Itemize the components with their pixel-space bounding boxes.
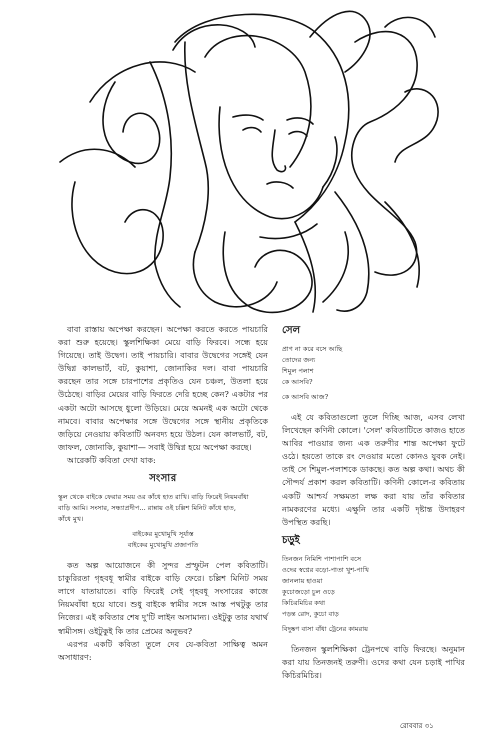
paragraph: এরপর একটি কবিতা তুলে দেব যে-কবিতা সাক্ষিত্ব অমন অসাধারণ:: [58, 638, 268, 662]
poem-line: বাইকের মুখোমুখি প্রজাপতি: [127, 541, 199, 550]
poem-line: বিদুষ্কণ বাসা বাঁধা ট্রেনের কামরায়: [282, 624, 369, 633]
poem-line: প্রাণ না করে বসে আছি: [282, 345, 343, 353]
poem-line: কে আসবি?: [282, 378, 313, 386]
poem-line: জানলায় হাওয়া: [282, 576, 323, 585]
page-footer: রোববার ৩১: [400, 722, 434, 730]
poem-line: পড়ন্ত রোদ, কুচো বাড়: [282, 609, 339, 618]
paragraph: আরেকটি কবিতা দেখা যাক:: [67, 454, 156, 465]
poem-line: বাড়ি আমি। সংসার, সন্ধ্যাপ্রদীপ... রান্নায় ওই চল্লিশ মিনিট কাঁধে হাত,: [58, 504, 236, 513]
paragraph: তিনজন স্কুলশিক্ষিকা ট্রেনপথে বাড়ি ফিরছে। অনুমান করা যায় তিনজনই তরুণী। ওদের কথা যেন চড়াই পাখির কিচিরমিচির।: [282, 643, 465, 681]
poem-line: কাঁধে মুখ।: [58, 515, 84, 524]
left-column: [58, 323, 268, 664]
line-art-face-icon: [55, 2, 455, 320]
poem-line: তিনজন নিমিশি পাশাপাশি বসে: [282, 554, 362, 563]
poem-title: সংসার: [149, 473, 177, 485]
poem-title: চড়ুই: [282, 534, 300, 546]
poem-line: ওদের স্বপ্নের বড়ো-পাতা খুশ-পাখি: [282, 565, 369, 574]
paragraph: কত অল্প আয়োজনে কী সুন্দর প্রস্ফুটন পেল কবিতাটি। চাকুরিরতা গৃহবধূ স্বামীর বাইকে বাড়ি ফেরে। চল্লিশ মিনিট সময় লাগে যাতায়াতে। বাড়ি ফিরেই সেই গৃহবধূ সংসারের কাজে নিয়মবাঁধা হয়ে যাবে। শুধু বাইকে স্বামীর সঙ্গে আস্ত পথটুকু তার নিজের। এই কবিতার শেষ দু'টি লাইন অসামান্য। ওইটুকু তার যথার্থ স্বামীসঙ্গ। ওইটুকুই কি তার প্রেমের অনুভব?: [58, 560, 268, 636]
paragraph: এই যে কবিতাগুলো তুলে দিচ্ছি আজ, এসব লেখা লিখেছেন কণিনী কোলে। 'সেল' কবিতাটিতে কাজও হাতে আবির পাওয়ার জন্য এক তরুণীর শান্ত অপেক্ষা ফুটে ওঠে। হয়তো তাকে রং দেওয়ার মতো কোনও যুবক নেই। তাই সে শিমুল-পলাশকে ডাকছে। কত অল্প কথা। অথচ কী সৌন্দর্য প্রকাশ করল কবিতাটি। কণিনী কোলে-র কবিতায় একটি আশ্চর্য সক্ষমতা লক্ষ করা যায় তাঁর কবিতার নামকরণের মধ্যে। এক্ষুনি তার একটি দৃষ্টান্ত উদাহরণ উপস্থিত করছি।: [282, 412, 465, 527]
poem-line: শিমুল পলাশ: [282, 367, 314, 375]
poem-title: সেল: [282, 325, 301, 336]
poem-line: কুচোজড়ো চুল ওড়ে: [282, 587, 335, 596]
poem-line: বাইকের মুখোমুখি সূর্যাস্ত: [132, 530, 194, 539]
paragraph: বাবা রাস্তায় অপেক্ষা করছেন। অপেক্ষা করতে করতে পায়চারি করা শুরু হয়েছে। স্কুলশিক্ষিকা মেয়ে বাড়ি ফিরবে। সন্ধে হয়ে গিয়েছে। তাই উদ্বেগ। তাই পায়চারি। বাবার উদ্বেগের সঙ্গেই যেন উদ্বিগ্ন কালভার্ট, বট, কুয়াশা, জোনাকির দল। বাবা পায়চারি করছেন তার সঙ্গে চারপাশের প্রকৃতিও যেন চঞ্চল, উতলা হয়ে উঠেছে। বাড়ির মেয়ের বাড়ি ফিরতে দেরি হচ্ছে কেন? একটার পর একটা অটো আসছে ধুলো উড়িয়ে। মেয়ে অমনই এক অটো থেকে নামবে। বাবার অপেক্ষার সঙ্গে উদ্বেগের সঙ্গে স্থানীয় প্রকৃতিকে জড়িয়ে নেওয়ায় কবিতাটি অনবদ্য হয়ে উঠল। যেন কালভার্ট, বট, জাফল, জোনাকি, কুয়াশা— সবাই উদ্বিগ্ন হয়ে অপেক্ষা করছে।: [58, 324, 268, 452]
poem-line: কে আসবি আজ?: [282, 393, 329, 401]
poem-line: তোদের জন্য: [282, 356, 316, 364]
poem-line: স্কুল থেকে বাইকে ফেরার সময় ওর কাঁধে হাত রাখি। বাড়ি ফিরেই নিয়মবাঁধা: [58, 493, 249, 502]
right-column: [282, 323, 465, 682]
poem-line: কিচিরমিচির কথা: [282, 598, 326, 607]
